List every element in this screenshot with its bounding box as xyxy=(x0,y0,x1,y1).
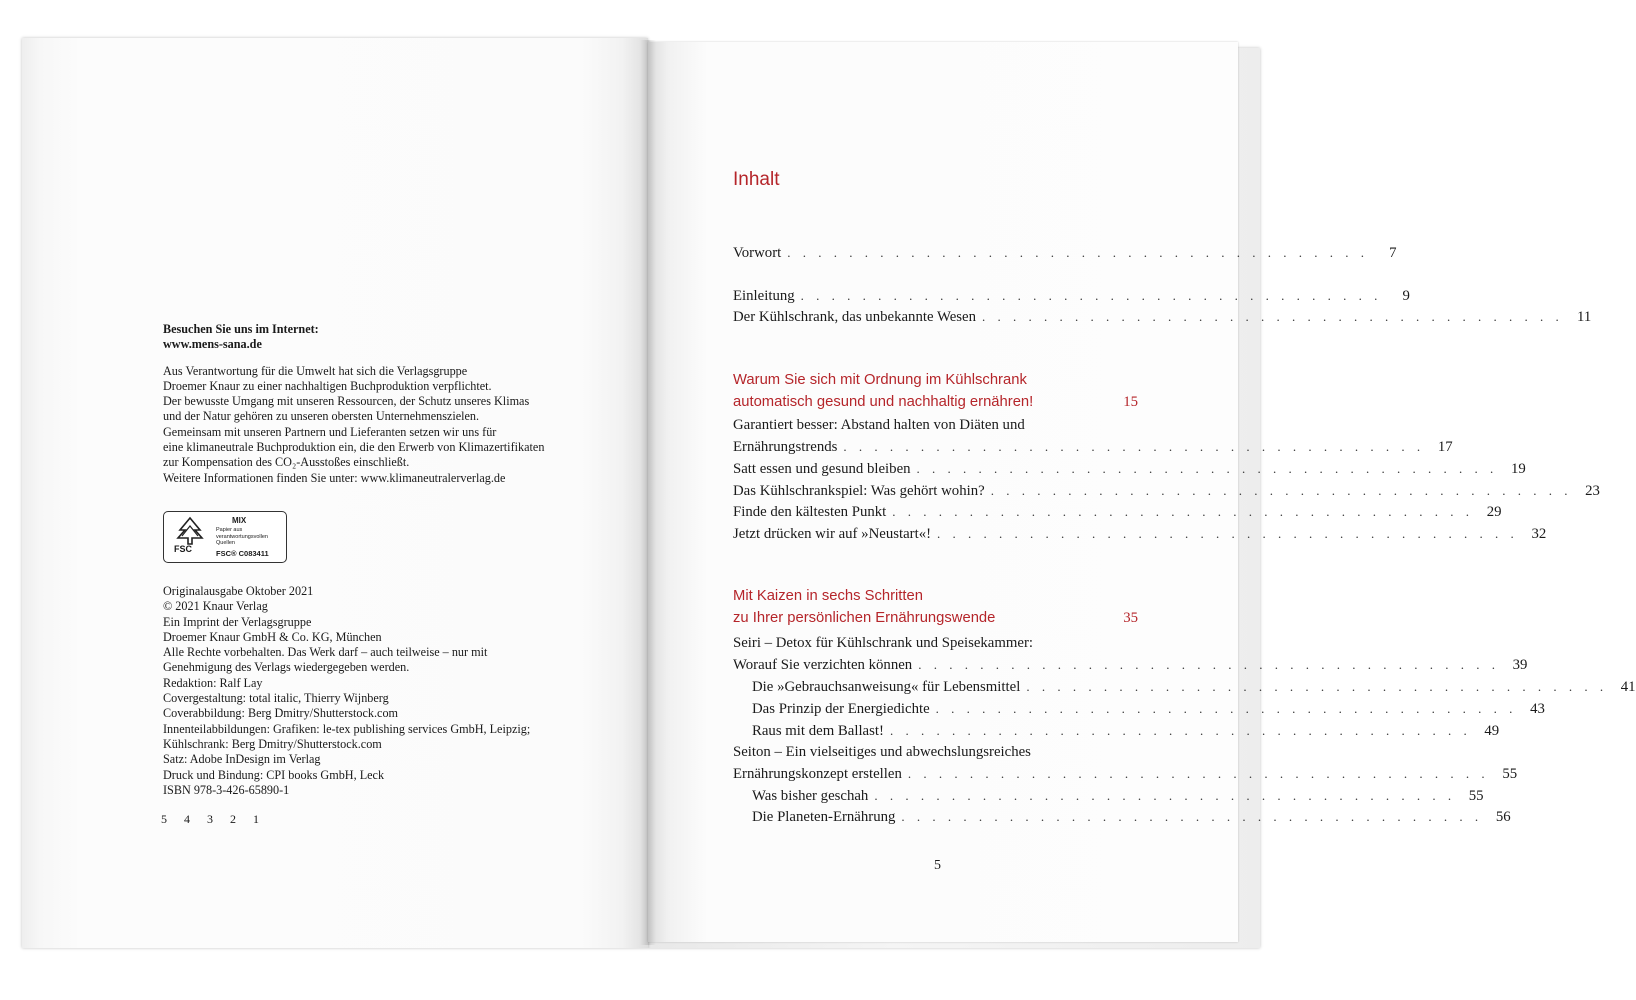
toc-entry-page: 7 xyxy=(1389,245,1397,261)
toc-entry-page: 43 xyxy=(1530,701,1545,717)
toc-entry xyxy=(733,785,1484,805)
credits-line: Redaktion: Ralf Lay xyxy=(163,675,263,690)
toc-entry xyxy=(733,501,1502,521)
credits-line: Genehmigung des Verlags wiedergegeben werden. xyxy=(163,660,410,675)
toc-entry-page: 49 xyxy=(1484,723,1500,739)
toc-entry-title: Garantiert besser: Abstand halten von Diäten und xyxy=(733,417,1025,433)
credits-line: Ein Imprint der Verlagsgruppe xyxy=(163,614,312,629)
toc-entry-title: Was bisher geschah xyxy=(752,788,869,804)
toc-entry xyxy=(733,698,1545,718)
toc-entry xyxy=(733,414,1140,434)
toc-entry-title: Satt essen und gesund bleiben xyxy=(733,461,911,477)
toc-entry-page: 17 xyxy=(1437,439,1453,455)
imprint-line: www.mens-sana.de xyxy=(163,337,262,352)
credits-line: Innenteilabbildungen: Grafiken: le-tex publishing services GmbH, Leipzig; xyxy=(163,721,531,736)
toc-entry-page: 39 xyxy=(1512,657,1528,673)
toc-entry-page: 55 xyxy=(1468,788,1484,804)
toc-entry-title: Das Prinzip der Energiedichte xyxy=(752,701,930,717)
imprint-line: Aus Verantwortung für die Umwelt hat sich die Verlagsgruppe xyxy=(163,363,468,378)
toc-section-line: Mit Kaizen in sechs Schritten xyxy=(733,588,923,604)
toc-entry-page: 23 xyxy=(1585,483,1600,499)
toc-entry xyxy=(733,741,1140,761)
toc-leader-dots: . . . . . . . . . . . . . . . . . . . . . . . . . . . . . . . . . . . . . . xyxy=(990,483,1572,498)
toc-leader-dots: . . . . . . . . . . . . . . . . . . . . . . . . . . . . . . . . . . . . . . xyxy=(982,309,1564,324)
toc-section-line: Warum Sie sich mit Ordnung im Kühlschrank xyxy=(733,372,1027,388)
toc-entry xyxy=(733,763,1518,783)
toc-entry-title: Raus mit dem Ballast! xyxy=(752,723,884,739)
left-page xyxy=(22,38,648,948)
imprint-line: Droemer Knaur zu einer nachhaltigen Buchproduktion verpflichtet. xyxy=(163,378,492,393)
credits-block xyxy=(163,584,583,798)
book-gutter xyxy=(640,40,656,945)
credits-line: Druck und Bindung: CPI books GmbH, Leck xyxy=(163,767,385,782)
toc-entry-page: 32 xyxy=(1531,526,1547,542)
toc-entry-page: 55 xyxy=(1502,766,1518,782)
toc-entry-title: Jetzt drücken wir auf »Neustart«! xyxy=(733,526,932,542)
imprint-line: Gemeinsam mit unseren Partnern und Lieferanten setzen wir uns für xyxy=(163,424,497,439)
toc-entry xyxy=(733,806,1511,826)
toc-section-line: automatisch gesund und nachhaltig ernähren! xyxy=(733,394,1034,410)
toc-entry xyxy=(733,523,1547,543)
toc-leader-dots: . . . . . . . . . . . . . . . . . . . . . . . . . . . . . . . . . . . . . . xyxy=(937,526,1519,541)
toc-entry xyxy=(733,458,1526,478)
imprint-line: und der Natur gehören zu unseren obersten Unternehmenszielen. xyxy=(163,409,480,424)
toc-leader-dots: . . . . . . . . . . . . . . . . . . . . . . . . . . . . . . . . . . . . . . xyxy=(916,461,1498,476)
page-number: 5 xyxy=(934,858,941,873)
credits-line: Covergestaltung: total italic, Thierry Wijnberg xyxy=(163,691,389,706)
toc-leader-dots: . . . . . . . . . . . . . . . . . . . . . . . . . . . . . . . . . . . . . . xyxy=(874,788,1456,803)
toc-section-line: zu Ihrer persönlichen Ernährungswende xyxy=(733,610,996,626)
toc-entry xyxy=(733,654,1528,674)
toc-entry-title: Worauf Sie verzichten können xyxy=(733,657,913,673)
toc-leader-dots: . . . . . . . . . . . . . . . . . . . . . . . . . . . . . . . . . . . . . . xyxy=(892,504,1474,519)
toc-entry-page: 11 xyxy=(1577,309,1592,325)
credits-line: Satz: Adobe InDesign im Verlag xyxy=(163,752,321,767)
toc-entry-page: 19 xyxy=(1511,461,1526,477)
credits-line: Originalausgabe Oktober 2021 xyxy=(163,584,314,598)
toc-section-heading xyxy=(733,369,1140,413)
toc-entry xyxy=(733,436,1453,456)
toc-leader-dots: . . . . . . . . . . . . . . . . . . . . . . . . . . . . . . . . . . . . . . xyxy=(800,288,1382,303)
toc-leader-dots: . . . . . . . . . . . . . . . . . . . . . . . . . . . . . . . . . . . . . . xyxy=(907,766,1490,781)
fsc-mix-label: MIX xyxy=(232,516,247,525)
imprint-line: eine klimaneutrale Buchproduktion ein, die den Erwerb von Klimazertifikaten xyxy=(163,440,545,455)
fsc-description: Papier aus verantwortungsvollen Quellen xyxy=(216,527,268,546)
print-run-numbers: 5 4 3 2 1 xyxy=(161,812,266,826)
fsc-logo xyxy=(163,511,287,563)
toc-entry-page: 41 xyxy=(1620,679,1636,695)
toc-entry-page: 29 xyxy=(1486,504,1502,520)
toc-entry xyxy=(733,720,1500,740)
toc-entry-title: Finde den kältesten Punkt xyxy=(733,504,887,520)
toc-entry-title: Die »Gebrauchsanweisung« für Lebensmittel xyxy=(752,679,1021,695)
toc-entry xyxy=(733,632,1140,652)
toc-entry-title: Einleitung xyxy=(733,288,795,304)
toc-entry-page: 56 xyxy=(1495,809,1511,825)
imprint-spacer xyxy=(163,353,583,364)
toc-leader-dots: . . . . . . . . . . . . . . . . . . . . . . . . . . . . . . . . . . . . . . xyxy=(787,245,1369,260)
credits-line: Alle Rechte vorbehalten. Das Werk darf – auch teilweise – nur mit xyxy=(163,645,488,660)
toc-entry xyxy=(733,285,1410,305)
toc-section-page: 15 xyxy=(1123,394,1138,410)
toc-leader-dots: . . . . . . . . . . . . . . . . . . . . . . . . . . . . . . . . . . . . . . xyxy=(843,439,1425,454)
toc-leader-dots: . . . . . . . . . . . . . . . . . . . . . . . . . . . . . . . . . . . . . . xyxy=(1026,679,1608,694)
fsc-code: FSC® C083411 xyxy=(216,549,269,558)
toc-entry-title: Die Planeten-Ernährung xyxy=(752,809,896,825)
credits-line: © 2021 Knaur Verlag xyxy=(163,599,268,614)
toc-entry-title: Der Kühlschrank, das unbekannte Wesen xyxy=(733,309,977,325)
credits-line: Coverabbildung: Berg Dmitry/Shutterstock.com xyxy=(163,706,399,721)
toc-entry-title: Ernährungstrends xyxy=(733,439,838,455)
toc-entry-title: Das Kühlschrankspiel: Was gehört wohin? xyxy=(733,483,985,499)
toc-entry-title: Seiri – Detox für Kühlschrank und Speisekammer: xyxy=(733,635,1033,651)
toc-entry xyxy=(733,306,1592,326)
imprint-line: Besuchen Sie uns im Internet: xyxy=(163,322,319,336)
imprint-line: Der bewusste Umgang mit unseren Ressourcen, der Schutz unseres Klimas xyxy=(163,394,530,409)
imprint-block xyxy=(163,322,583,486)
toc-leader-dots: . . . . . . . . . . . . . . . . . . . . . . . . . . . . . . . . . . . . . . xyxy=(889,723,1472,738)
toc-section-page: 35 xyxy=(1123,610,1138,626)
toc-title: Inhalt xyxy=(733,169,780,190)
toc-entry xyxy=(733,242,1397,262)
toc-entry-title: Ernährungskonzept erstellen xyxy=(733,766,902,782)
credits-line: Droemer Knaur GmbH & Co. KG, München xyxy=(163,629,382,644)
toc-leader-dots: . . . . . . . . . . . . . . . . . . . . . . . . . . . . . . . . . . . . . . xyxy=(935,701,1517,716)
toc-entry xyxy=(733,480,1600,500)
toc-entry-title: Vorwort xyxy=(733,245,782,261)
toc-leader-dots: . . . . . . . . . . . . . . . . . . . . . . . . . . . . . . . . . . . . . . xyxy=(918,657,1500,672)
toc-entry xyxy=(733,676,1636,696)
fsc-tree-icon xyxy=(170,516,210,546)
imprint-line: zur Kompensation des CO₂-Ausstoßes einschließt. xyxy=(163,455,410,470)
toc-entry-title: Seiton – Ein vielseitiges und abwechslungsreiches xyxy=(733,744,1031,760)
credits-line: ISBN 978-3-426-65890-1 xyxy=(163,782,290,797)
toc-leader-dots: . . . . . . . . . . . . . . . . . . . . . . . . . . . . . . . . . . . . . . xyxy=(901,809,1483,824)
imprint-line: Weitere Informationen finden Sie unter: www.klimaneutralerverlag.de xyxy=(163,470,506,485)
toc-section-heading xyxy=(733,585,1140,629)
toc-entry-page: 9 xyxy=(1402,288,1410,304)
fsc-label: FSC xyxy=(174,544,192,554)
credits-line: Kühlschrank: Berg Dmitry/Shutterstock.com xyxy=(163,736,382,751)
